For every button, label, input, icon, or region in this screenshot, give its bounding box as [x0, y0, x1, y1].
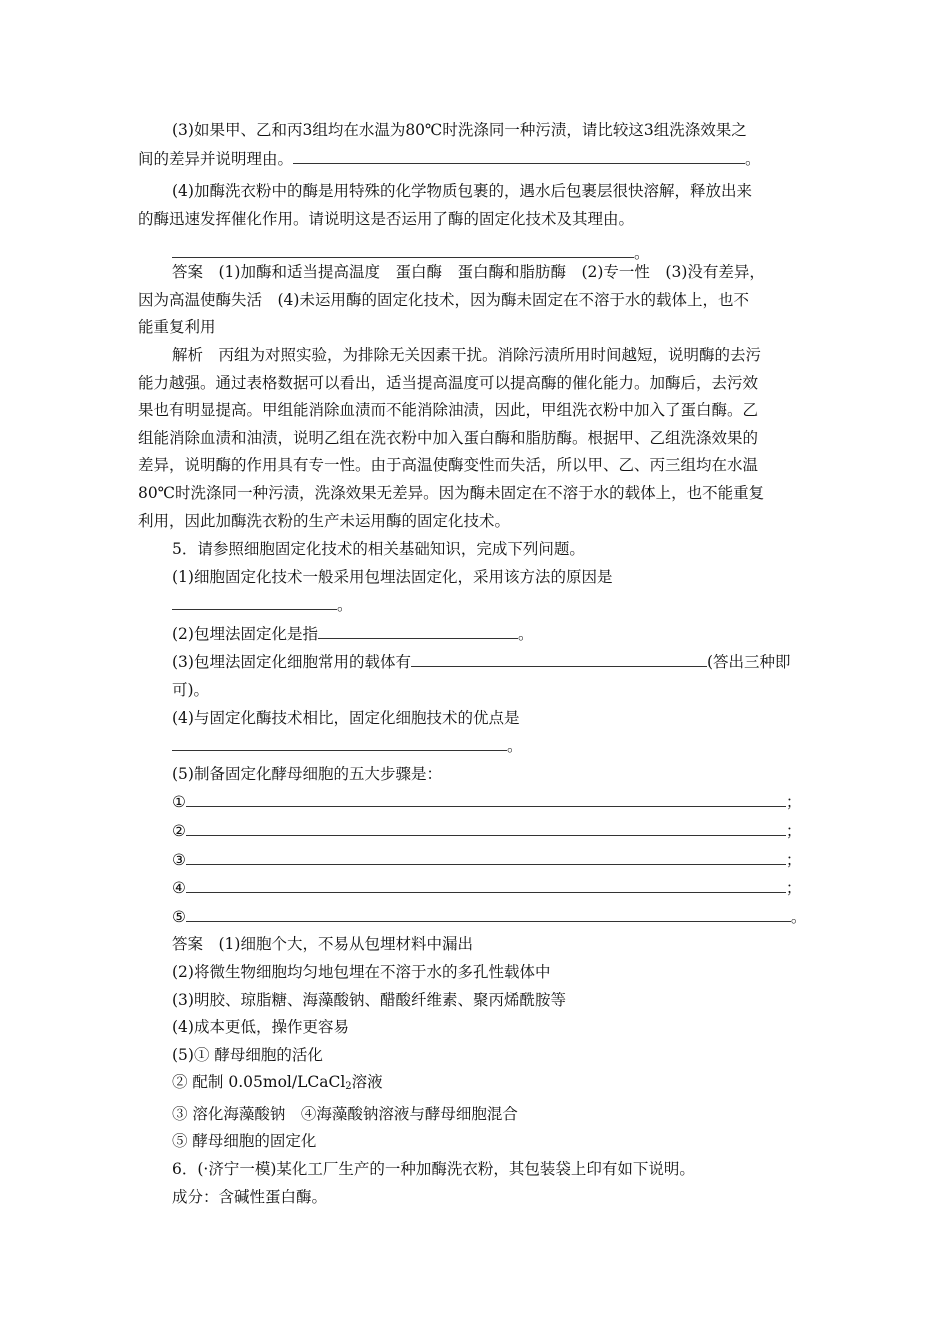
step-marker: ③ [172, 850, 186, 869]
analysis-line: 组能消除血渍和油渍，说明乙组在洗衣粉中加入蛋白酶和脂肪酶。根据甲、乙组洗涤效果的 [138, 428, 759, 447]
step-row [172, 788, 822, 817]
step-row [172, 817, 822, 846]
q4-part3 [138, 117, 822, 173]
answer-blank [318, 620, 518, 639]
q6-stem: 6．(·济宁一模)某化工厂生产的一种加酶洗衣粉，其包装袋上印有如下说明。 [172, 1160, 695, 1179]
q5-part1: (1)细胞固定化技术一般采用包埋法固定化，采用该方法的原因是 [172, 567, 613, 586]
answer-blank [172, 591, 337, 610]
q6-ingredients: 成分：含碱性蛋白酶。 [172, 1187, 328, 1206]
step-marker: ④ [172, 879, 186, 898]
step-marker: ⑤ [172, 907, 186, 926]
q5-answer-5b [172, 1069, 822, 1101]
answer-blank [172, 732, 507, 751]
subscript: 2 [345, 1081, 352, 1093]
analysis-line: 差异，说明酶的作用具有专一性。由于高温使酶变性而失活，所以甲、乙、丙三组均在水温 [138, 456, 759, 475]
punctuation: 。 [790, 907, 807, 926]
q5-stem: 5．请参照细胞固定化技术的相关基础知识，完成下列问题。 [172, 540, 585, 558]
q5-answer-2: (2)将微生物细胞均匀地包埋在不溶于水的多孔性载体中 [172, 962, 551, 981]
q5-part2 [172, 620, 822, 649]
answer-text: ② 配制 0.05mol/LCaCl [172, 1073, 346, 1092]
punctuation: ； [785, 850, 802, 869]
q5-answer-5d: ⑤ 酵母细胞的固定化 [172, 1132, 317, 1151]
q4-answer-line2: 因为高温使酶失活 (4)未运用酶的固定化技术，因为酶未固定在不溶于水的载体上，也不 [138, 290, 749, 309]
answer-text: 溶液 [351, 1073, 383, 1092]
punctuation: ； [785, 821, 802, 840]
answer-blank [172, 239, 634, 258]
punctuation: ； [785, 879, 802, 898]
analysis-line: 80℃时洗涤同一种污渍，洗涤效果无差异。因为酶未固定在不溶于水的载体上，也不能重复 [138, 483, 765, 502]
q5-answer-1: 答案 (1)细胞个大，不易从包埋材料中漏出 [172, 935, 473, 954]
answer-blank [186, 903, 791, 922]
q4-answer [138, 259, 822, 342]
punctuation: 。 [634, 244, 650, 263]
q5-part3-suffix: (答出三种即 [706, 653, 791, 672]
step-marker: ① [172, 793, 186, 812]
answer-blank [186, 846, 786, 865]
analysis-line: 能力越强。通过表格数据可以看出，适当提高温度可以提高酶的催化能力。加酶后，去污效 [138, 373, 759, 392]
q5 [172, 536, 822, 1211]
step-marker: ② [172, 821, 186, 840]
q4-answer-line3: 能重复利用 [138, 318, 216, 337]
q5-answer-4: (4)成本更低，操作更容易 [172, 1018, 349, 1037]
q5-part2-text: (2)包埋法固定化是指 [172, 624, 318, 643]
q5-part1-answer [172, 591, 822, 620]
answer-blank [186, 788, 786, 807]
q4-part3-line1: (3)如果甲、乙和丙3组均在水温为80℃时洗涤同一种污渍，请比较这3组洗涤效果之 [172, 121, 747, 139]
analysis-line: 果也有明显提高。甲组能消除血渍而不能消除油渍，因此，甲组洗衣粉中加入了蛋白酶。乙 [138, 401, 759, 420]
step-row [172, 903, 822, 932]
q5-part3 [172, 648, 822, 677]
q4-analysis [138, 342, 822, 535]
q5-answer-5c: ③ 溶化海藻酸钠 ④海藻酸钠溶液与酵母细胞混合 [172, 1104, 518, 1123]
q4-part4 [138, 178, 822, 268]
q5-part4-answer [172, 732, 822, 761]
q4-part3-text: 间的差异并说明理由。 [138, 149, 294, 168]
answer-blank [186, 874, 786, 893]
punctuation: 。 [337, 596, 353, 615]
q5-answer-5a: (5)① 酵母细胞的活化 [172, 1045, 323, 1064]
q5-part3-line2: 可)。 [172, 680, 210, 699]
answer-blank [293, 145, 745, 164]
q4-answer-line1: 答案 (1)加酶和适当提高温度 蛋白酶 蛋白酶和脂肪酶 (2)专一性 (3)没有差异， [172, 263, 765, 281]
punctuation: 。 [517, 624, 534, 643]
analysis-line: 利用，因此加酶洗衣粉的生产未运用酶的固定化技术。 [138, 511, 511, 530]
punctuation: ； [785, 793, 802, 812]
punctuation: 。 [507, 737, 523, 756]
analysis-line: 解析 丙组为对照实验，为排除无关因素干扰。消除污渍所用时间越短，说明酶的去污 [172, 346, 762, 364]
q5-part4: (4)与固定化酶技术相比，固定化细胞技术的优点是 [172, 708, 520, 727]
q4-part4-line1: (4)加酶洗衣粉中的酶是用特殊的化学物质包裹的，遇水后包裹层很快溶解，释放出来 [172, 182, 752, 200]
answer-blank [411, 648, 707, 667]
answer-blank [186, 817, 786, 836]
q5-answer-3: (3)明胶、琼脂糖、海藻酸钠、醋酸纤维素、聚丙烯酰胺等 [172, 990, 566, 1009]
step-row [172, 874, 822, 903]
step-row [172, 846, 822, 875]
q5-part3-text: (3)包埋法固定化细胞常用的载体有 [172, 653, 411, 672]
q4-part4-line2: 的酶迅速发挥催化作用。请说明这是否运用了酶的固定化技术及其理由。 [138, 209, 635, 228]
q5-part5: (5)制备固定化酵母细胞的五大步骤是： [172, 764, 442, 783]
punctuation: 。 [745, 149, 761, 168]
q4-part3-line2 [138, 145, 822, 174]
